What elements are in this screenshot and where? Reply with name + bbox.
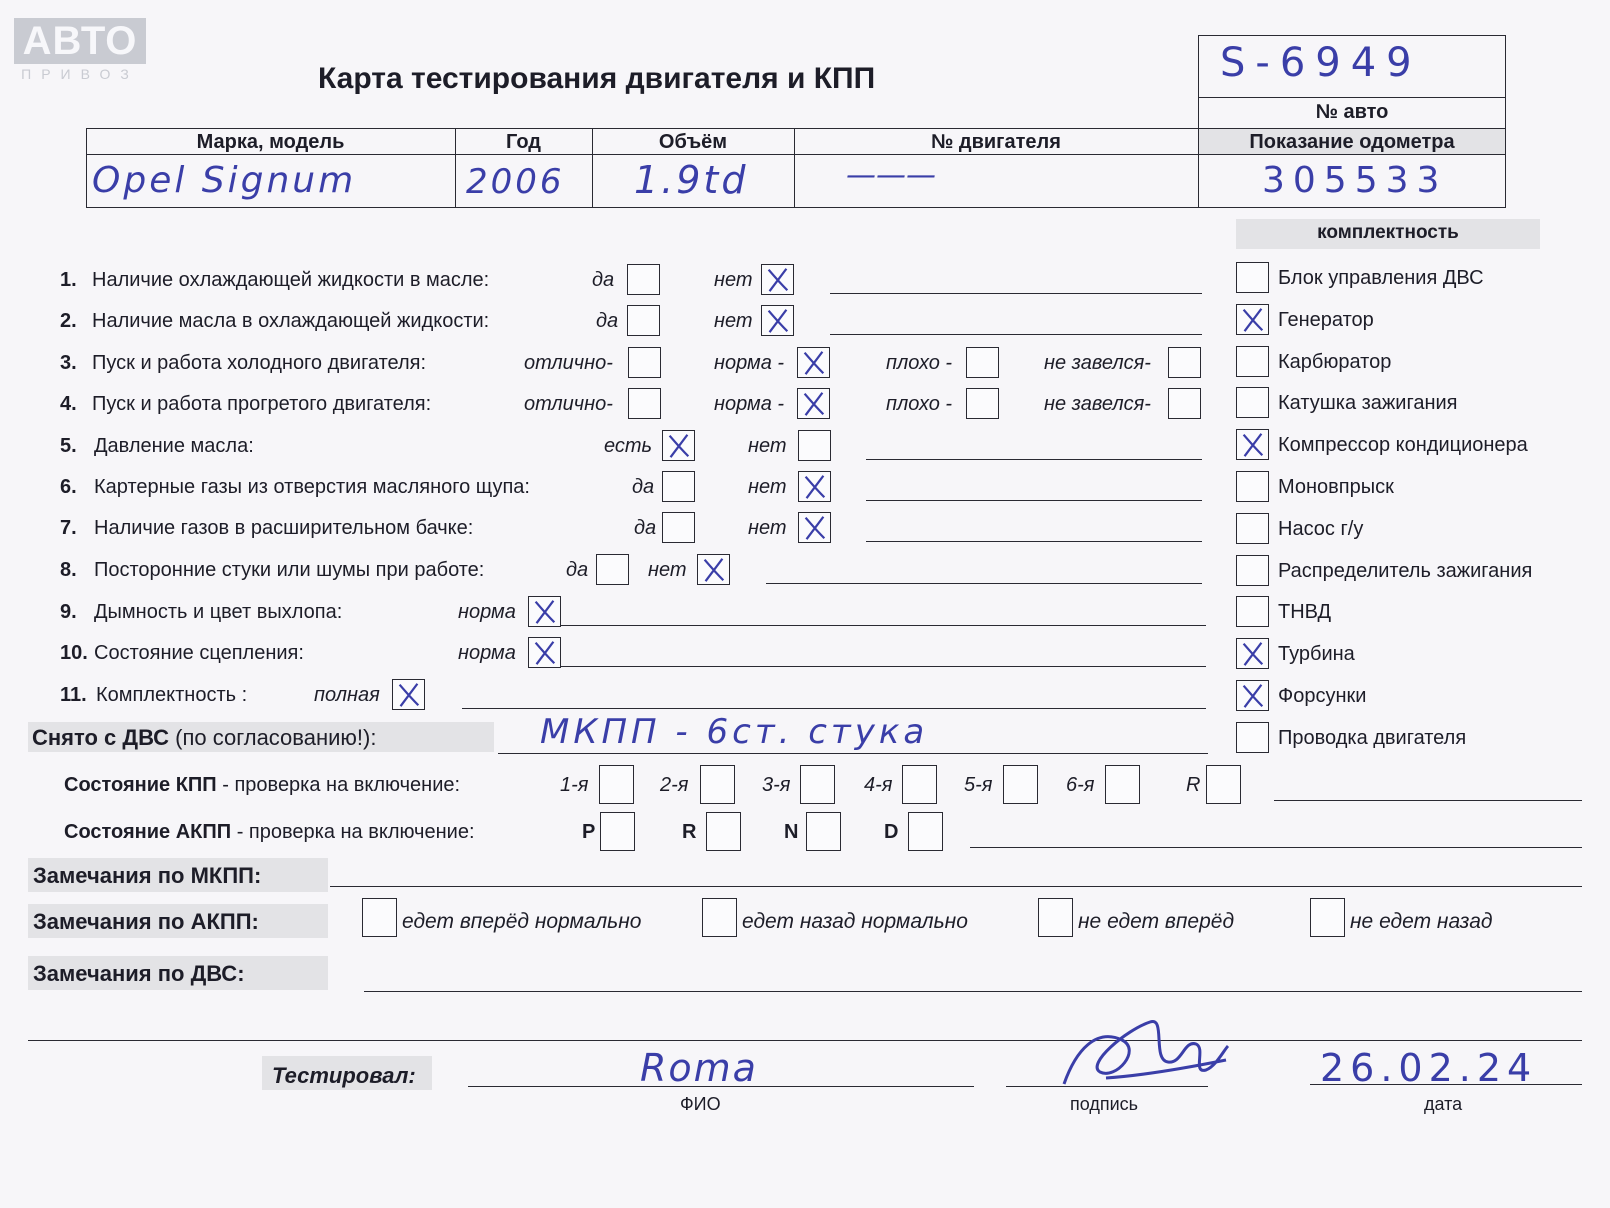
- header-odometer: Показание одометра: [1249, 131, 1455, 153]
- auto-number-label: № авто: [1315, 101, 1389, 123]
- header-engine-no: № двигателя: [931, 131, 1061, 153]
- header-brand: Марка, модель: [196, 131, 345, 153]
- option-checkbox[interactable]: [697, 554, 730, 585]
- kit-item-label: Компрессор кондиционера: [1278, 434, 1528, 457]
- option-checkbox[interactable]: [628, 347, 661, 378]
- date-value: 26.02.24: [1320, 1046, 1538, 1090]
- remarks-dvs-label: Замечания по ДВС:: [33, 961, 245, 986]
- answer-line: [830, 334, 1202, 335]
- question-number: 6.: [60, 476, 77, 498]
- question-text: Комплектность :: [96, 684, 248, 706]
- option-label: да: [592, 269, 615, 291]
- option-checkbox[interactable]: [966, 388, 999, 419]
- answer-line: [766, 583, 1202, 584]
- logo-main: АВТО: [14, 18, 146, 64]
- kit-checkbox[interactable]: [1236, 387, 1269, 418]
- option-checkbox[interactable]: [798, 471, 831, 502]
- kit-item-label: Блок управления ДВС: [1278, 267, 1484, 289]
- question-number: 11.: [60, 684, 87, 706]
- option-label: да: [596, 310, 619, 332]
- signature-label: подпись: [1070, 1094, 1139, 1114]
- removed-label-rest: (по согласованию!):: [169, 725, 377, 750]
- remarks-extra-line: [28, 1040, 1582, 1041]
- option-label: нет: [748, 476, 787, 498]
- kit-checkbox[interactable]: [1236, 262, 1269, 293]
- removed-label-bold: Снято с ДВС: [32, 725, 170, 750]
- option-checkbox[interactable]: [528, 596, 561, 627]
- removed-line: [498, 753, 1208, 754]
- gear-label: 1-я: [560, 774, 589, 796]
- kit-item-label: Проводка двигателя: [1278, 726, 1467, 749]
- option-label: полная: [314, 684, 380, 706]
- mode-label: N: [784, 821, 799, 843]
- question-number: 10.: [60, 642, 88, 664]
- option-label: норма -: [714, 393, 785, 415]
- option-checkbox[interactable]: [392, 679, 425, 710]
- kpp-label-bold: Состояние КПП: [64, 774, 217, 796]
- question-number: 8.: [60, 559, 77, 581]
- akpp-option-checkbox[interactable]: [702, 898, 737, 937]
- gear-label: 2-я: [660, 774, 689, 796]
- kit-item-label: Карбюратор: [1278, 350, 1392, 373]
- gear-checkbox[interactable]: [599, 765, 634, 804]
- option-checkbox[interactable]: [628, 388, 661, 419]
- option-label: есть: [604, 435, 653, 457]
- option-label: нет: [748, 517, 787, 539]
- option-label: плохо -: [886, 352, 953, 374]
- removed-label: [32, 725, 376, 751]
- option-checkbox[interactable]: [596, 554, 629, 585]
- answer-line: [462, 708, 1206, 709]
- mode-label: P: [582, 821, 596, 843]
- answer-line: [866, 500, 1202, 501]
- option-label: нет: [748, 435, 787, 457]
- answer-line: [560, 666, 1206, 667]
- tester-name: Roma: [640, 1046, 758, 1090]
- remarks-akpp-label: Замечания по АКПП:: [33, 909, 259, 934]
- gear-checkbox[interactable]: [1003, 765, 1038, 804]
- akpp-option-label: едет назад нормально: [742, 910, 968, 933]
- gear-checkbox[interactable]: [1206, 765, 1241, 804]
- mode-label: R: [682, 821, 697, 843]
- mode-checkbox[interactable]: [600, 812, 635, 851]
- option-checkbox[interactable]: [761, 305, 794, 336]
- kit-checkbox[interactable]: [1236, 680, 1269, 711]
- kpp-label: [64, 774, 460, 797]
- option-checkbox[interactable]: [798, 512, 831, 543]
- kit-item-label: Генератор: [1278, 308, 1374, 331]
- date-label: дата: [1424, 1094, 1463, 1114]
- gear-checkbox[interactable]: [902, 765, 937, 804]
- value-engine-no: ———: [846, 158, 936, 193]
- gear-label: 5-я: [964, 774, 993, 796]
- mode-label: D: [884, 821, 899, 843]
- kit-checkbox[interactable]: [1236, 471, 1269, 502]
- question-text: Давление масла:: [94, 435, 254, 457]
- question-text: Наличие газов в расширительном бачке:: [94, 517, 474, 539]
- question-number: 3.: [60, 352, 77, 374]
- mode-checkbox[interactable]: [908, 812, 943, 851]
- option-checkbox[interactable]: [797, 388, 830, 419]
- kit-item-label: Форсунки: [1278, 685, 1367, 707]
- question-number: 4.: [60, 393, 77, 415]
- header-year: Год: [506, 131, 541, 153]
- akpp-option-checkbox[interactable]: [362, 898, 397, 937]
- signature-line: [1006, 1086, 1208, 1087]
- gear-checkbox[interactable]: [700, 765, 735, 804]
- answer-line: [866, 459, 1202, 460]
- value-brand: Opel Signum: [92, 160, 357, 201]
- auto-number-divider: [1198, 97, 1506, 98]
- question-number: 7.: [60, 517, 77, 539]
- fio-line: [468, 1086, 974, 1087]
- akpp-line: [970, 847, 1582, 848]
- question-number: 2.: [60, 310, 77, 332]
- option-label: да: [566, 559, 589, 581]
- kit-checkbox[interactable]: [1236, 638, 1269, 669]
- kit-item-label: Катушка зажигания: [1278, 392, 1458, 415]
- option-checkbox[interactable]: [662, 512, 695, 543]
- akpp-option-label: едет вперёд нормально: [402, 910, 642, 933]
- question-text: Дымность и цвет выхлопа:: [94, 601, 343, 623]
- question-text: Посторонние стуки или шумы при работе:: [94, 559, 485, 581]
- tested-label: Тестировал:: [272, 1063, 416, 1088]
- akpp-label-rest: - проверка на включение:: [231, 821, 475, 843]
- remarks-dvs-line: [364, 991, 1582, 992]
- kit-checkbox[interactable]: [1236, 596, 1269, 627]
- option-label: нет: [648, 559, 687, 581]
- question-text: Картерные газы из отверстия масляного щупа:: [94, 476, 530, 498]
- option-label: норма: [458, 642, 516, 664]
- akpp-label-bold: Состояние АКПП: [64, 821, 232, 843]
- kit-checkbox[interactable]: [1236, 555, 1269, 586]
- option-label: да: [634, 517, 657, 539]
- option-checkbox[interactable]: [627, 305, 660, 336]
- option-checkbox[interactable]: [662, 471, 695, 502]
- question-text: Пуск и работа холодного двигателя:: [92, 352, 427, 374]
- mode-checkbox[interactable]: [806, 812, 841, 851]
- gear-label: R: [1186, 774, 1201, 796]
- option-checkbox[interactable]: [662, 430, 695, 461]
- value-year: 2006: [466, 162, 565, 202]
- remarks-mkpp-line: [330, 886, 1582, 887]
- question-number: 1.: [60, 269, 77, 291]
- akpp-option-label: не едет вперёд: [1078, 910, 1235, 933]
- kit-item-label: Насос г/у: [1278, 517, 1364, 540]
- question-text: Наличие охлаждающей жидкости в масле:: [92, 269, 490, 291]
- kpp-line: [1274, 800, 1582, 801]
- kit-checkbox[interactable]: [1236, 722, 1269, 753]
- kit-item-label: Распределитель зажигания: [1278, 559, 1533, 582]
- option-label: нет: [714, 310, 753, 332]
- logo: [14, 18, 146, 82]
- option-checkbox[interactable]: [1168, 388, 1201, 419]
- akpp-label: [64, 821, 475, 844]
- kit-item-label: Турбина: [1278, 643, 1355, 666]
- option-checkbox[interactable]: [1168, 347, 1201, 378]
- signature: [1056, 1010, 1232, 1094]
- question-text: Состояние сцепления:: [94, 642, 304, 664]
- kit-checkbox[interactable]: [1236, 429, 1269, 460]
- question-number: 9.: [60, 601, 77, 623]
- question-text: Пуск и работа прогретого двигателя:: [92, 393, 432, 415]
- kit-checkbox[interactable]: [1236, 346, 1269, 377]
- value-volume: 1.9td: [634, 158, 749, 202]
- option-label: да: [632, 476, 655, 498]
- kit-title: комплектность: [1317, 222, 1459, 243]
- option-label: норма: [458, 601, 516, 623]
- fio-label: ФИО: [680, 1094, 721, 1114]
- gear-label: 6-я: [1066, 774, 1095, 796]
- logo-sub: ПРИВОЗ: [21, 66, 139, 82]
- akpp-option-checkbox[interactable]: [1038, 898, 1073, 937]
- akpp-option-checkbox[interactable]: [1310, 898, 1345, 937]
- header-volume: Объём: [658, 131, 728, 153]
- gear-label: 3-я: [762, 774, 791, 796]
- akpp-option-label: не едет назад: [1350, 910, 1493, 933]
- answer-line: [560, 625, 1206, 626]
- page-title: Карта тестирования двигателя и КПП: [318, 62, 876, 95]
- option-checkbox[interactable]: [798, 430, 831, 461]
- question-text: Наличие масла в охлаждающей жидкости:: [92, 310, 490, 332]
- auto-number-value: S-6949: [1220, 40, 1422, 86]
- option-checkbox[interactable]: [797, 347, 830, 378]
- option-label: отлично-: [524, 352, 613, 374]
- option-label: плохо -: [886, 393, 953, 415]
- mode-checkbox[interactable]: [706, 812, 741, 851]
- value-odometer: 305533: [1262, 160, 1448, 201]
- question-number: 5.: [60, 435, 77, 457]
- answer-line: [866, 541, 1202, 542]
- option-label: нет: [714, 269, 753, 291]
- option-label: норма -: [714, 352, 785, 374]
- option-checkbox[interactable]: [966, 347, 999, 378]
- option-checkbox[interactable]: [528, 637, 561, 668]
- date-line: [1310, 1084, 1582, 1085]
- option-label: отлично-: [524, 393, 613, 415]
- gear-checkbox[interactable]: [1105, 765, 1140, 804]
- option-checkbox[interactable]: [761, 264, 794, 295]
- kit-item-label: Моновпрыск: [1278, 476, 1394, 498]
- remarks-mkpp-label: Замечания по МКПП:: [33, 863, 262, 888]
- answer-line: [830, 293, 1202, 294]
- option-label: не завелся-: [1044, 393, 1151, 415]
- kit-item-label: ТНВД: [1278, 601, 1332, 624]
- option-label: не завелся-: [1044, 352, 1151, 374]
- gear-label: 4-я: [864, 774, 893, 796]
- removed-value: МКПП - 6ст. стука: [540, 712, 929, 752]
- option-checkbox[interactable]: [627, 264, 660, 295]
- kit-checkbox[interactable]: [1236, 304, 1269, 335]
- header-row-divider: [86, 154, 1506, 155]
- kit-checkbox[interactable]: [1236, 513, 1269, 544]
- gear-checkbox[interactable]: [800, 765, 835, 804]
- kpp-label-rest: - проверка на включение:: [216, 774, 461, 796]
